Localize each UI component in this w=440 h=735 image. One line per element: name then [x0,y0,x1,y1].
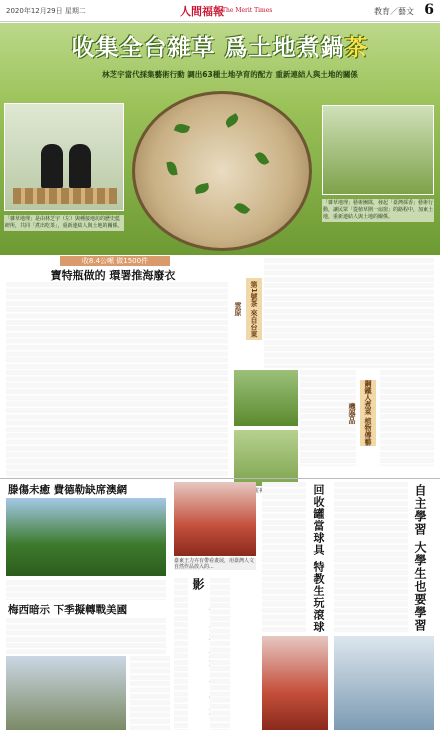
lead-article-text [264,258,434,368]
messi-photo [6,656,126,730]
masthead-en: The Merit Times [222,7,273,14]
ink-headline: 影 [191,578,205,591]
bottle-headline: 寶特瓶做的 環署推海廢衣 [50,269,176,282]
bottle-photo [234,370,298,426]
lead-headline-main: 收集全台雜草 爲土地煮鍋 [71,35,345,61]
ink-article-text-2 [210,578,230,730]
herb-plate-photo [132,91,312,251]
masthead: 人間福報 [180,5,224,18]
jars-shelf [13,188,117,204]
lead-headline [20,29,420,62]
issue-date: 2020年12月29日 星期二 [6,7,86,15]
player-headline: 滕傷未癒 費德勒缺席澳網 [8,484,128,496]
section-divider [0,478,440,479]
self-learning-text [334,482,408,632]
leaf-icon [234,201,251,217]
ball-article-text [262,482,306,632]
tennis-photo [6,498,166,576]
lead-headline-accent: 茶 [344,35,369,61]
lead-article-text-3 [380,370,434,466]
field-photo [322,105,434,195]
leaf-icon [166,161,177,176]
leaf-icon [194,183,209,194]
lead-feature [0,23,440,255]
messi-article-text-2 [130,656,170,730]
messi-article-text [6,618,166,654]
leaf-icon [224,113,241,128]
left-photo-caption: 「雜草地理」是由林芝宇（左）與種接地坊的歷史藍研所，共同「煮出吃茶」，重新連結人與土地的關係。 [5,216,123,229]
painting-caption: 臺東王力卉有帶看畫展，用臺灣人文自然作品放入的... [174,558,255,570]
bottle-tag: 收8.4公噸 做1500件 [60,256,170,266]
messi-headline: 梅西暗示 下季擬轉戰美國 [8,604,128,616]
person-figure [69,144,91,188]
ball-photo [262,636,328,730]
leaf-icon [174,122,190,135]
artists-photo [4,103,124,211]
ink-article-text [174,578,188,730]
leaf-icon [255,150,270,167]
page-number: 6 [424,2,434,18]
self-learning-headline: 自主學習 大學生也要學習 [413,484,427,633]
lead-subtitle: 林芝宇當代採集藝術行動 調出63種土地孕育的配方 重新連結人與土地的關係 [102,70,358,79]
person-figure [41,144,63,188]
page-header [0,0,440,22]
right-photo-caption: 「雜草地理」藝術團隊，發起「臺灣採香」藝術行動，讓民眾「從植草開一扇窗」的路程中，加東土地，重新連結人與土地的關係。 [323,200,434,220]
first-brew-box: 第1號茶 來自台東雲原 [246,278,262,340]
ball-headline: 回收罐當球具 特教生玩滾球 [312,484,325,633]
plant-brew-box: 鋼鐵人煮菜 植物傳藝機器品 [360,380,376,446]
painting-photo [174,482,256,556]
bottle-article-text [6,282,228,478]
section-label: 教育／藝文 [374,7,414,16]
player-article-text [6,580,166,600]
self-learning-photo [334,636,434,730]
